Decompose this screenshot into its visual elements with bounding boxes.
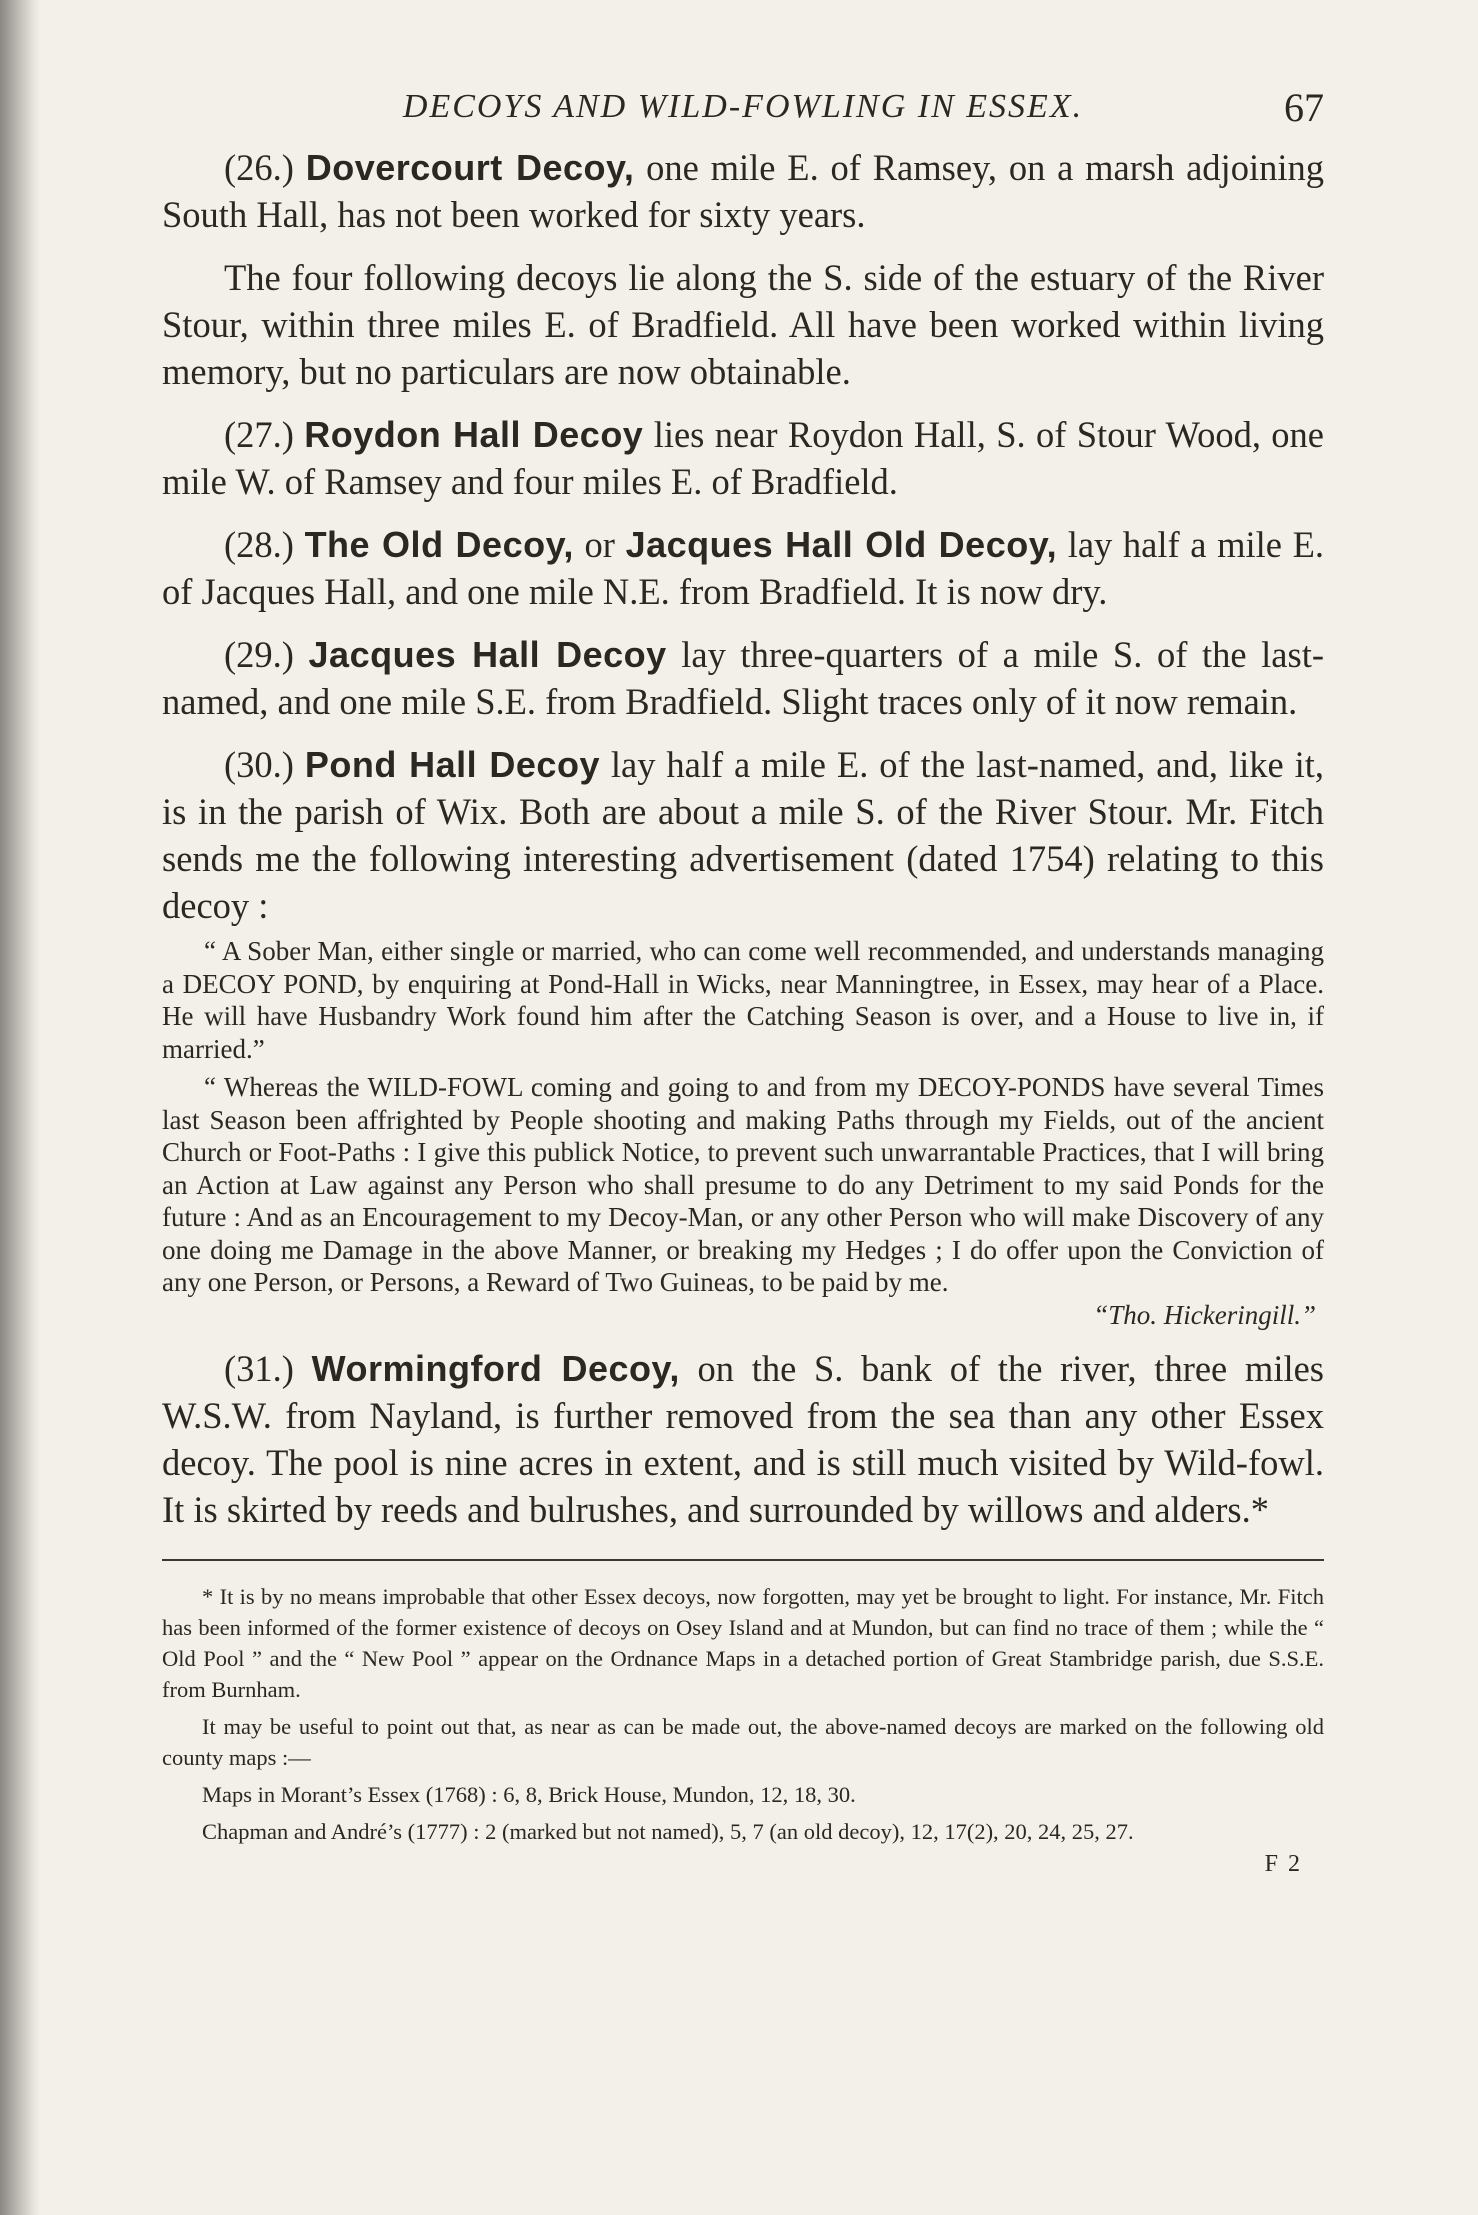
- paragraph-28: [162, 521, 1324, 615]
- entry-number: (31.): [224, 1348, 312, 1389]
- paragraph-text: lay half a mile E. of Jacques Hall, and one mile N.E. from Bradfield. It is now dry.: [162, 524, 1325, 612]
- quote-signature: “Tho. Hickeringill.”: [1093, 1299, 1316, 1330]
- paragraph-text: lay half a mile E. of the last-named, and, like it, is in the parish of Wix. Both are about a mile S. of the River Stour. Mr. Fitch sends me the following interesting advertisement (dated 1754) relating to this decoy :: [162, 744, 1324, 926]
- entry-number: (26.): [224, 147, 306, 188]
- decoy-heading: The Old Decoy,: [304, 524, 574, 565]
- paragraph-text: on the S. bank of the river, three miles W.S.W. from Nayland, is further removed from the sea than any other Essex decoy. The pool is nine acres in extent, and is still much visited by Wild-fowl. It is skirted by reeds and bulrushes, and surrounded by willows and alders.*: [162, 1348, 1325, 1530]
- advertisement-quote: [162, 935, 1324, 1331]
- paragraph-text: one mile E. of Ramsey, on a marsh adjoining South Hall, has not been worked for sixty years.: [162, 147, 1324, 235]
- decoy-heading: Jacques Hall Decoy: [308, 634, 667, 675]
- page-number: 67: [1284, 85, 1324, 130]
- entry-number: (30.): [224, 744, 305, 785]
- paragraph-29: [162, 631, 1324, 725]
- footnote-rule: [162, 1559, 1324, 1561]
- quote-paragraph: “ A Sober Man, either single or married, who can come well recommended, and understands managing a DECOY POND, by enquiring at Pond-Hall in Wicks, near Manningtree, in Essex, may hear of a Place. He will have Husbandry Work found him after the Catching Season is over, and a House to live in, if married.”: [162, 936, 1324, 1064]
- main-text-continued: [162, 1345, 1324, 1533]
- decoy-heading: Wormingford Decoy,: [311, 1348, 680, 1389]
- book-binding-shadow: [0, 0, 40, 2215]
- signature-mark: F 2: [1264, 1851, 1302, 1877]
- paragraph-text: lies near Roydon Hall, S. of Stour Wood, one mile W. of Ramsey and four miles E. of Bradfield.: [162, 414, 1325, 502]
- running-title: DECOYS AND WILD-FOWLING IN ESSEX.: [402, 88, 1084, 125]
- paragraph-31: [162, 1345, 1324, 1533]
- entry-number: (29.): [224, 634, 309, 675]
- paragraph-text: or: [573, 524, 626, 565]
- book-page: [162, 80, 1324, 1878]
- decoy-heading-alt: Jacques Hall Old Decoy,: [625, 524, 1058, 565]
- decoy-heading: Roydon Hall Decoy: [304, 414, 644, 455]
- main-text: [162, 144, 1324, 929]
- footnote: Chapman and André’s (1777) : 2 (marked but not named), 5, 7 (an old decoy), 12, 17(2), 20, 24, 25, 27.: [202, 1819, 1134, 1844]
- footnote: * It is by no means improbable that other Essex decoys, now forgotten, may yet be brought to light. For instance, Mr. Fitch has been informed of the former existence of decoys on Osey Island and at Mundon, but can find no trace of them ; while the “ Old Pool ” and the “ New Pool ” appear on the Ordnance Maps in a detached portion of Great Stambridge parish, due S.S.E. from Burnham.: [162, 1584, 1324, 1702]
- paragraph-text: lay three-quarters of a mile S. of the last-named, and one mile S.E. from Bradfield. Slight traces only of it now remain.: [162, 634, 1324, 722]
- paragraph-26: [162, 144, 1324, 238]
- decoy-heading: Dovercourt Decoy,: [305, 147, 635, 188]
- paragraph-27: [162, 411, 1324, 505]
- footnote: It may be useful to point out that, as near as can be made out, the above-named decoys are marked on the following old county maps :—: [162, 1714, 1324, 1770]
- decoy-heading: Pond Hall Decoy: [304, 744, 600, 785]
- quote-paragraph: “ Whereas the WILD-FOWL coming and going to and from my DECOY-PONDS have several Times last Season been affrighted by People shooting and making Paths through my Fields, out of the ancient Church or Foot-Paths : I give this publick Notice, to prevent such unwarrantable Practices, that I will bring an Action at Law against any Person who shall presume to do any Detriment to my said Ponds for the future : And as an Encouragement to my Decoy-Man, or any other Person who will make Discovery of any one doing me Damage in the above Manner, or breaking my Hedges ; I do offer upon the Conviction of any one Person, or Persons, a Reward of Two Guineas, to be paid by me.: [162, 1072, 1324, 1297]
- paragraph-intro: [162, 254, 1324, 395]
- entry-number: (28.): [224, 524, 305, 565]
- paragraph-30: [162, 741, 1324, 929]
- page-header: [162, 80, 1324, 144]
- footnote: Maps in Morant’s Essex (1768) : 6, 8, Brick House, Mundon, 12, 18, 30.: [202, 1782, 856, 1807]
- paragraph-text: The four following decoys lie along the S. side of the estuary of the River Stour, within three miles E. of Bradfield. All have been worked within living memory, but no particulars are now obtainable.: [162, 257, 1324, 392]
- footnotes: [162, 1581, 1324, 1847]
- entry-number: (27.): [224, 414, 305, 455]
